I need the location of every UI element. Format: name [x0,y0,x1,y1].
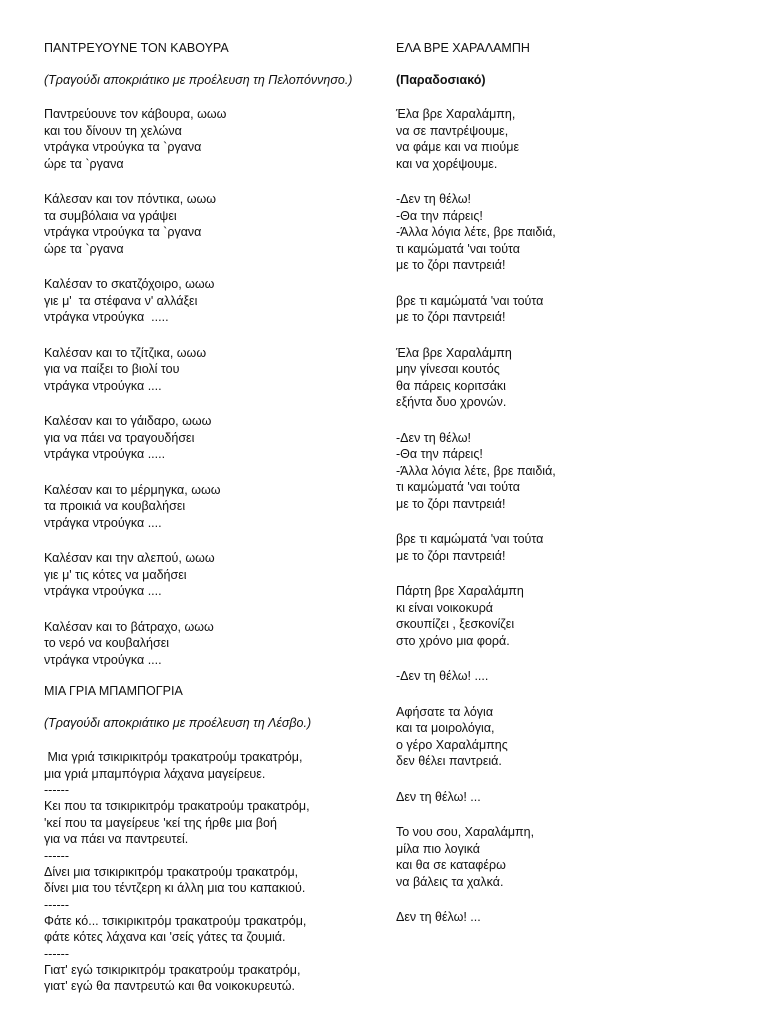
lyric-line: Δεν τη θέλω! ... [396,910,481,924]
lyric-line: -Δεν τη θέλω! .... [396,669,489,683]
lyric-line: φάτε κότες λάχανα και 'σείς γάτες τα ζουμιά. [44,930,286,944]
song-stanzas [44,106,384,668]
song-subtitle: (Παραδοσιακό) [396,73,486,87]
lyric-line: βρε τι καμώματά 'ναι τούτα [396,532,544,546]
lyric-line: δεν θέλει παντρειά. [396,754,502,768]
lyric-line: 'κεί που τα μαγείρευε 'κεί της ήρθε μια βοή [44,815,277,830]
lyric-line: -Άλλα λόγια λέτε, βρε παιδιά, [396,463,556,478]
lyric-line: τα συμβόλαια να γράψει [44,208,177,223]
lyric-line: Δίνει μια τσικιρικιτρόμ τρακατρούμ τρακατρόμ, [44,864,299,879]
lyric-line: μην γίνεσαι κουτός [396,362,500,376]
separator-line: ------ [44,897,69,912]
song-pantrevoune [44,40,384,668]
stanza [396,704,756,770]
lyric-line: στο χρόνο μια φορά. [396,633,510,648]
song-subtitle: (Τραγούδι αποκριάτικο με προέλευση τη Λέσβο.) [44,716,312,730]
lyric-line: -Δεν τη θέλω! [396,192,471,206]
lyric-line: Το νου σου, Χαραλάμπη, [396,825,535,839]
song-subtitle: (Τραγούδι αποκριάτικο με προέλευση τη Πελοπόννησο.) [44,73,353,87]
right-column [396,40,756,945]
lyric-line: εξήντα δυο χρονών. [396,395,507,409]
song-lyrics [44,749,384,995]
song-stanzas [396,106,756,926]
lyric-line: κι είναι νοικοκυρά [396,600,494,615]
lyric-line: ντράγκα ντρούγκα .... [44,378,162,393]
lyric-line: ντράγκα ντρούγκα τα `ργανα [44,225,202,239]
lyric-line: Δεν τη θέλω! ... [396,789,481,804]
lyric-line: Καλέσαν το σκατζόχοιρο, ωωω [44,277,215,291]
stanza [396,583,756,649]
stanza [396,345,756,411]
lyric-line: ο γέρο Χαραλάμπης [396,737,508,752]
stanza [396,293,756,326]
stanza [44,550,384,600]
lyric-line: μίλα πιο λογικά [396,841,480,856]
lyric-line: και του δίνουν τη χελώνα [44,123,182,138]
song-mia-gria [44,683,384,995]
lyric-line: Μια γριά τσικιρικιτρόμ τρακατρούμ τρακατρόμ, [44,750,303,764]
lyric-line: για να παίξει το βιολί του [44,362,180,376]
separator-line: ------ [44,946,69,961]
lyric-line: το νερό να κουβαλήσει [44,636,170,650]
lyric-line: Καλέσαν και το τζίτζικα, ωωω [44,345,207,360]
lyric-line: Καλέσαν και το γάιδαρο, ωωω [44,414,212,428]
lyric-line: δίνει μια του τέντζερη κι άλλη μια του καπακιού. [44,881,306,895]
left-column [44,40,384,995]
lyric-line: και τα μοιρολόγια, [396,721,495,735]
lyric-line: γιε μ' τις κότες να μαδήσει [44,567,187,582]
separator-line: ------ [44,848,69,863]
lyric-line: να φάμε και να πιούμε [396,140,520,154]
lyric-line: και να χορέψουμε. [396,156,498,171]
lyric-line: τα προικιά να κουβαλήσει [44,499,186,513]
lyric-line: ώρε τα `ργανα [44,156,124,171]
stanza [44,106,384,172]
lyric-line: με το ζόρι παντρειά! [396,310,506,324]
lyric-line: με το ζόρι παντρειά! [396,258,506,272]
lyric-line: Κάλεσαν και τον πόντικα, ωωω [44,192,216,206]
stanza [44,619,384,669]
lyric-line: με το ζόρι παντρειά! [396,496,506,511]
song-title: ΠΑΝΤΡΕΥΟΥΝΕ ΤΟΝ ΚΑΒΟΥΡΑ [44,41,229,55]
lyric-line: -Θα την πάρεις! [396,208,483,223]
lyric-line: γιατ' εγώ θα παντρευτώ και θα νοικοκυρευτώ. [44,979,295,993]
lyric-line: να σε παντρέψουμε, [396,123,509,138]
lyric-line: Φάτε κό... τσικιρικιτρόμ τρακατρούμ τρακατρόμ, [44,913,307,928]
song-title: ΕΛΑ ΒΡΕ ΧΑΡΑΛΑΜΠΗ [396,41,530,55]
lyric-line: -Θα την πάρεις! [396,447,483,461]
stanza [44,345,384,395]
lyric-line: Έλα βρε Χαραλάμπη [396,345,512,360]
lyric-line: για να πάει να παντρευτεί. [44,832,189,846]
stanza [396,824,756,890]
stanza [396,191,756,274]
lyric-line: Κει που τα τσικιρικιτρόμ τρακατρούμ τρακατρόμ, [44,799,310,813]
song-title: ΜΙΑ ΓΡΙΑ ΜΠΑΜΠΟΓΡΙΑ [44,684,183,698]
lyric-line: Καλέσαν και την αλεπού, ωωω [44,551,215,565]
stanza [396,531,756,564]
lyric-line: θα πάρεις κοριτσάκι [396,378,506,393]
stanza [396,430,756,513]
lyric-line: βρε τι καμώματά 'ναι τούτα [396,293,544,308]
lyric-line: ντράγκα ντρούγκα ..... [44,447,166,461]
lyric-line: μια γριά μπαμπόγρια λάχανα μαγείρευε. [44,766,266,781]
lyric-line: ντράγκα ντρούγκα τα `ργανα [44,140,202,154]
lyric-line: -Δεν τη θέλω! [396,430,471,445]
lyric-line: Γιατ' εγώ τσικιρικιτρόμ τρακατρούμ τρακατρόμ, [44,962,301,977]
lyric-line: ντράγκα ντρούγκα .... [44,515,162,530]
lyric-line: με το ζόρι παντρειά! [396,548,506,563]
lyric-line: σκουπίζει , ξεσκονίζει [396,617,515,631]
song-ela-vre-charalampi [396,40,756,926]
lyric-line: -Άλλα λόγια λέτε, βρε παιδιά, [396,225,556,239]
lyric-line: ντράγκα ντρούγκα ..... [44,310,169,324]
stanza [396,106,756,172]
lyric-line: ντράγκα ντρούγκα .... [44,652,162,667]
lyric-line: και θα σε καταφέρω [396,858,506,872]
lyric-line: ώρε τα `ργανα [44,241,124,256]
stanza [44,413,384,463]
lyric-line: ντράγκα ντρούγκα .... [44,584,162,598]
lyric-line: Αφήσατε τα λόγια [396,704,494,719]
stanza [396,668,756,685]
stanza [44,276,384,326]
lyric-line: Παντρεύουνε τον κάβουρα, ωωω [44,107,227,121]
separator-line: ------ [44,783,69,797]
lyric-line: Έλα βρε Χαραλάμπη, [396,107,516,121]
stanza [396,789,756,806]
lyric-line: Καλέσαν και το μέρμηγκα, ωωω [44,482,221,497]
lyric-line: Πάρτη βρε Χαραλάμπη [396,584,524,598]
lyric-line: να βάλεις τα χαλκά. [396,874,504,889]
lyric-line: τι καμώματά 'ναι τούτα [396,241,521,256]
lyric-line: τι καμώματά 'ναι τούτα [396,480,521,494]
stanza [396,909,756,926]
lyric-line: Καλέσαν και το βάτραχο, ωωω [44,619,214,634]
lyric-line: για να πάει να τραγουδήσει [44,430,195,445]
stanza [44,191,384,257]
stanza [44,482,384,532]
lyric-line: γιε μ' τα στέφανα ν' αλλάξει [44,293,198,308]
